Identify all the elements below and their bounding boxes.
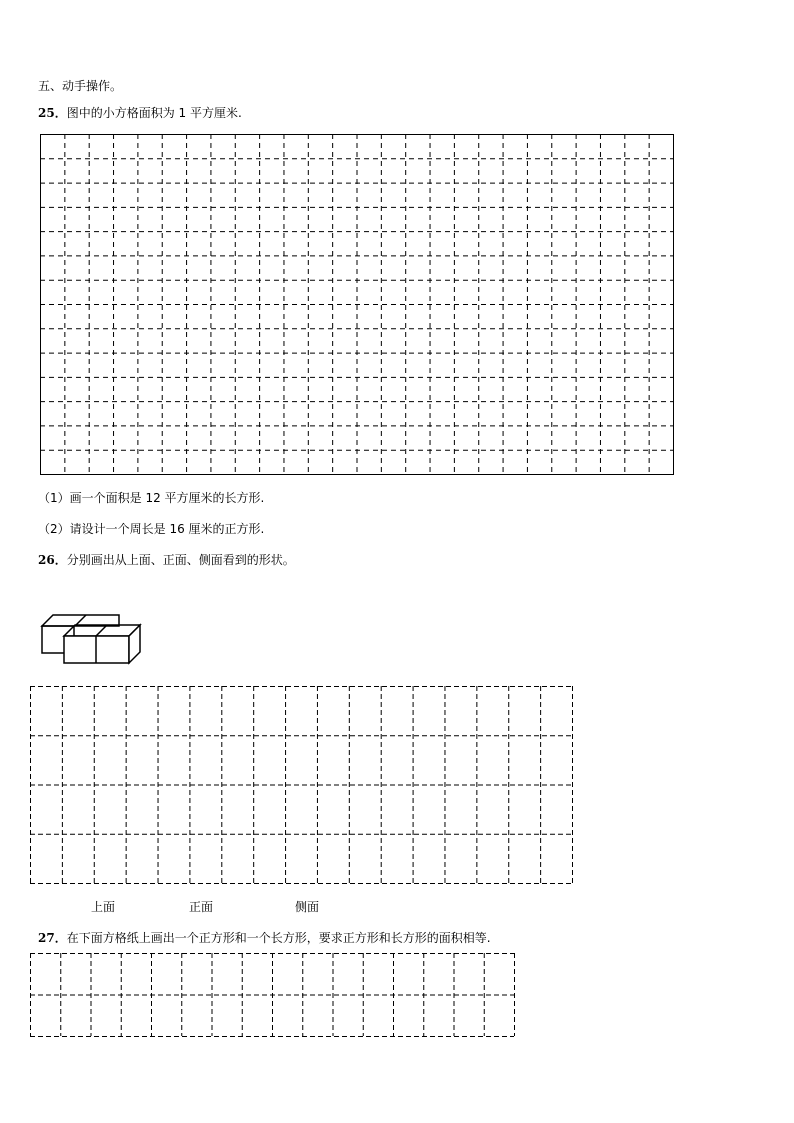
cube-figure [42, 615, 140, 663]
q26-text: 分别画出从上面、正面、侧面看到的形状。 [66, 553, 295, 567]
q27-prompt [38, 930, 491, 946]
q27-grid[interactable] [30, 953, 515, 1037]
q26-grid[interactable] [30, 686, 573, 884]
q25-number: 25． [38, 106, 67, 120]
section-heading: 五、动手操作。 [38, 79, 123, 93]
q26-number: 26． [38, 553, 67, 567]
q27-number: 27． [38, 931, 67, 945]
q25-grid[interactable] [40, 134, 674, 475]
q25-part2-text: （2）请设计一个周长是 16 厘米的正方形. [38, 522, 265, 536]
q25-part1-text: （1）画一个面积是 12 平方厘米的长方形. [38, 491, 265, 505]
q25-text: 图中的小方格面积为 1 平方厘米. [66, 106, 242, 120]
q25-part2 [38, 521, 264, 537]
q25-part1 [38, 490, 264, 506]
q27-text: 在下面方格纸上画出一个正方形和一个长方形，要求正方形和长方形的面积相等. [66, 931, 491, 945]
q26-prompt [38, 552, 295, 568]
view-label-top: 上面 [91, 900, 116, 914]
view-label-side: 侧面 [295, 900, 320, 914]
view-label-front: 正面 [189, 900, 214, 914]
